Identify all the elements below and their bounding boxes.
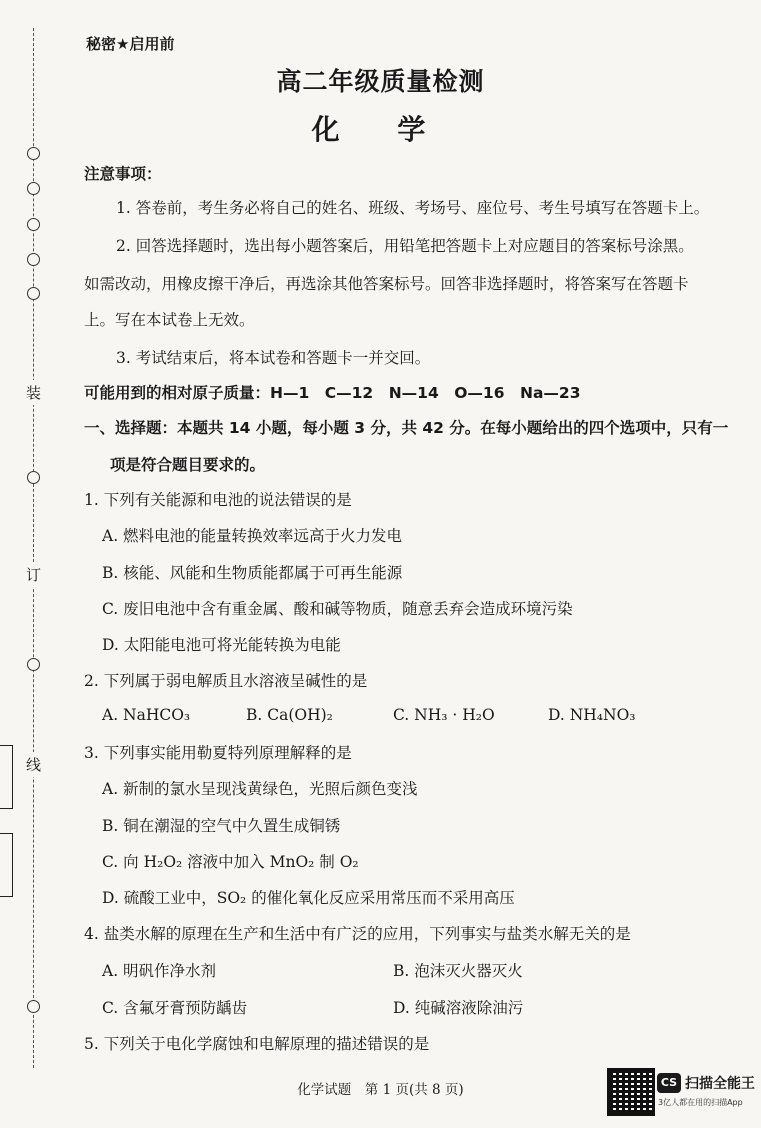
- question-3-option-b: B. 铜在潮湿的空气中久置生成铜锈: [102, 817, 341, 835]
- question-2-option-a: A. NaHCO₃: [102, 706, 191, 724]
- question-1-option-b: B. 核能、风能和生物质能都属于可再生能源: [102, 564, 403, 582]
- question-3-option-a: A. 新制的氯水呈现浅黄绿色，光照后颜色变浅: [102, 780, 418, 798]
- qr-code: [607, 1068, 655, 1116]
- page-footer: 化学试题 第 1 页(共 8 页): [297, 1082, 464, 1098]
- notice-heading: 注意事项：: [84, 165, 162, 183]
- question-5-stem: 5. 下列关于电化学腐蚀和电解原理的描述错误的是: [84, 1035, 430, 1053]
- question-2-option-d: D. NH₄NO₃: [548, 706, 636, 724]
- question-4-option-d: D. 纯碱溶液除油污: [393, 999, 524, 1017]
- question-3-option-d: D. 硫酸工业中，SO₂ 的催化氧化反应采用常压而不采用高压: [102, 889, 515, 907]
- question-3-option-c: C. 向 H₂O₂ 溶液中加入 MnO₂ 制 O₂: [102, 853, 359, 871]
- exam-title: 高二年级质量检测: [276, 67, 485, 96]
- question-1-option-a: A. 燃料电池的能量转换效率远高于火力发电: [102, 527, 403, 545]
- notice-item-3: 3. 考试结束后，将本试卷和答题卡一并交回。: [116, 349, 431, 367]
- question-4-option-a: A. 明矾作净水剂: [102, 962, 217, 980]
- binding-char-zhuang: 装: [26, 380, 41, 405]
- binding-char-xian: 线: [26, 752, 41, 777]
- margin-info-box: [0, 833, 13, 897]
- binding-hole: [27, 658, 40, 671]
- subject-title: 化 学: [311, 113, 450, 146]
- camscanner-name: 扫描全能王: [685, 1076, 755, 1092]
- binding-hole: [27, 1000, 40, 1013]
- binding-hole: [27, 287, 40, 300]
- section-heading-cont: 项是符合题目要求的。: [110, 456, 266, 474]
- binding-hole: [27, 147, 40, 160]
- question-2-option-b: B. Ca(OH)₂: [246, 706, 333, 724]
- binding-char-ding: 订: [26, 562, 41, 587]
- binding-hole: [27, 471, 40, 484]
- notice-item-2-cont: 如需改动，用橡皮擦干净后，再选涂其他答案标号。回答非选择题时，将答案写在答题卡: [84, 275, 689, 293]
- notice-item-2-cont: 上。写在本试卷上无效。: [84, 311, 255, 329]
- question-1-option-d: D. 太阳能电池可将光能转换为电能: [102, 636, 341, 654]
- question-2-option-c: C. NH₃ · H₂O: [393, 706, 495, 724]
- question-4-stem: 4. 盐类水解的原理在生产和生活中有广泛的应用，下列事实与盐类水解无关的是: [84, 925, 631, 943]
- question-4-option-b: B. 泡沫灭火器灭火: [393, 962, 523, 980]
- question-2-stem: 2. 下列属于弱电解质且水溶液呈碱性的是: [84, 672, 368, 690]
- question-1-stem: 1. 下列有关能源和电池的说法错误的是: [84, 491, 352, 509]
- binding-hole: [27, 253, 40, 266]
- section-heading: 一、选择题：本题共 14 小题，每小题 3 分，共 42 分。在每小题给出的四个选项中，只有一: [84, 419, 729, 437]
- confidential-label: 秘密★启用前: [86, 35, 175, 53]
- notice-item-1: 1. 答卷前，考生务必将自己的姓名、班级、考场号、座位号、考生号填写在答题卡上。: [116, 199, 710, 217]
- question-3-stem: 3. 下列事实能用勒夏特列原理解释的是: [84, 744, 352, 762]
- binding-hole: [27, 218, 40, 231]
- notice-item-2: 2. 回答选择题时，选出每小题答案后，用铅笔把答题卡上对应题目的答案标号涂黑。: [116, 237, 694, 255]
- camscanner-tagline: 3亿人都在用的扫描App: [658, 1098, 743, 1107]
- question-4-option-c: C. 含氟牙膏预防龋齿: [102, 999, 248, 1017]
- question-1-option-c: C. 废旧电池中含有重金属、酸和碱等物质，随意丢弃会造成环境污染: [102, 600, 573, 618]
- margin-info-box: [0, 745, 13, 809]
- atomic-mass-line: 可能用到的相对原子质量：H—1 C—12 N—14 O—16 Na—23: [84, 384, 581, 402]
- binding-hole: [27, 182, 40, 195]
- camscanner-logo: CS: [657, 1073, 681, 1093]
